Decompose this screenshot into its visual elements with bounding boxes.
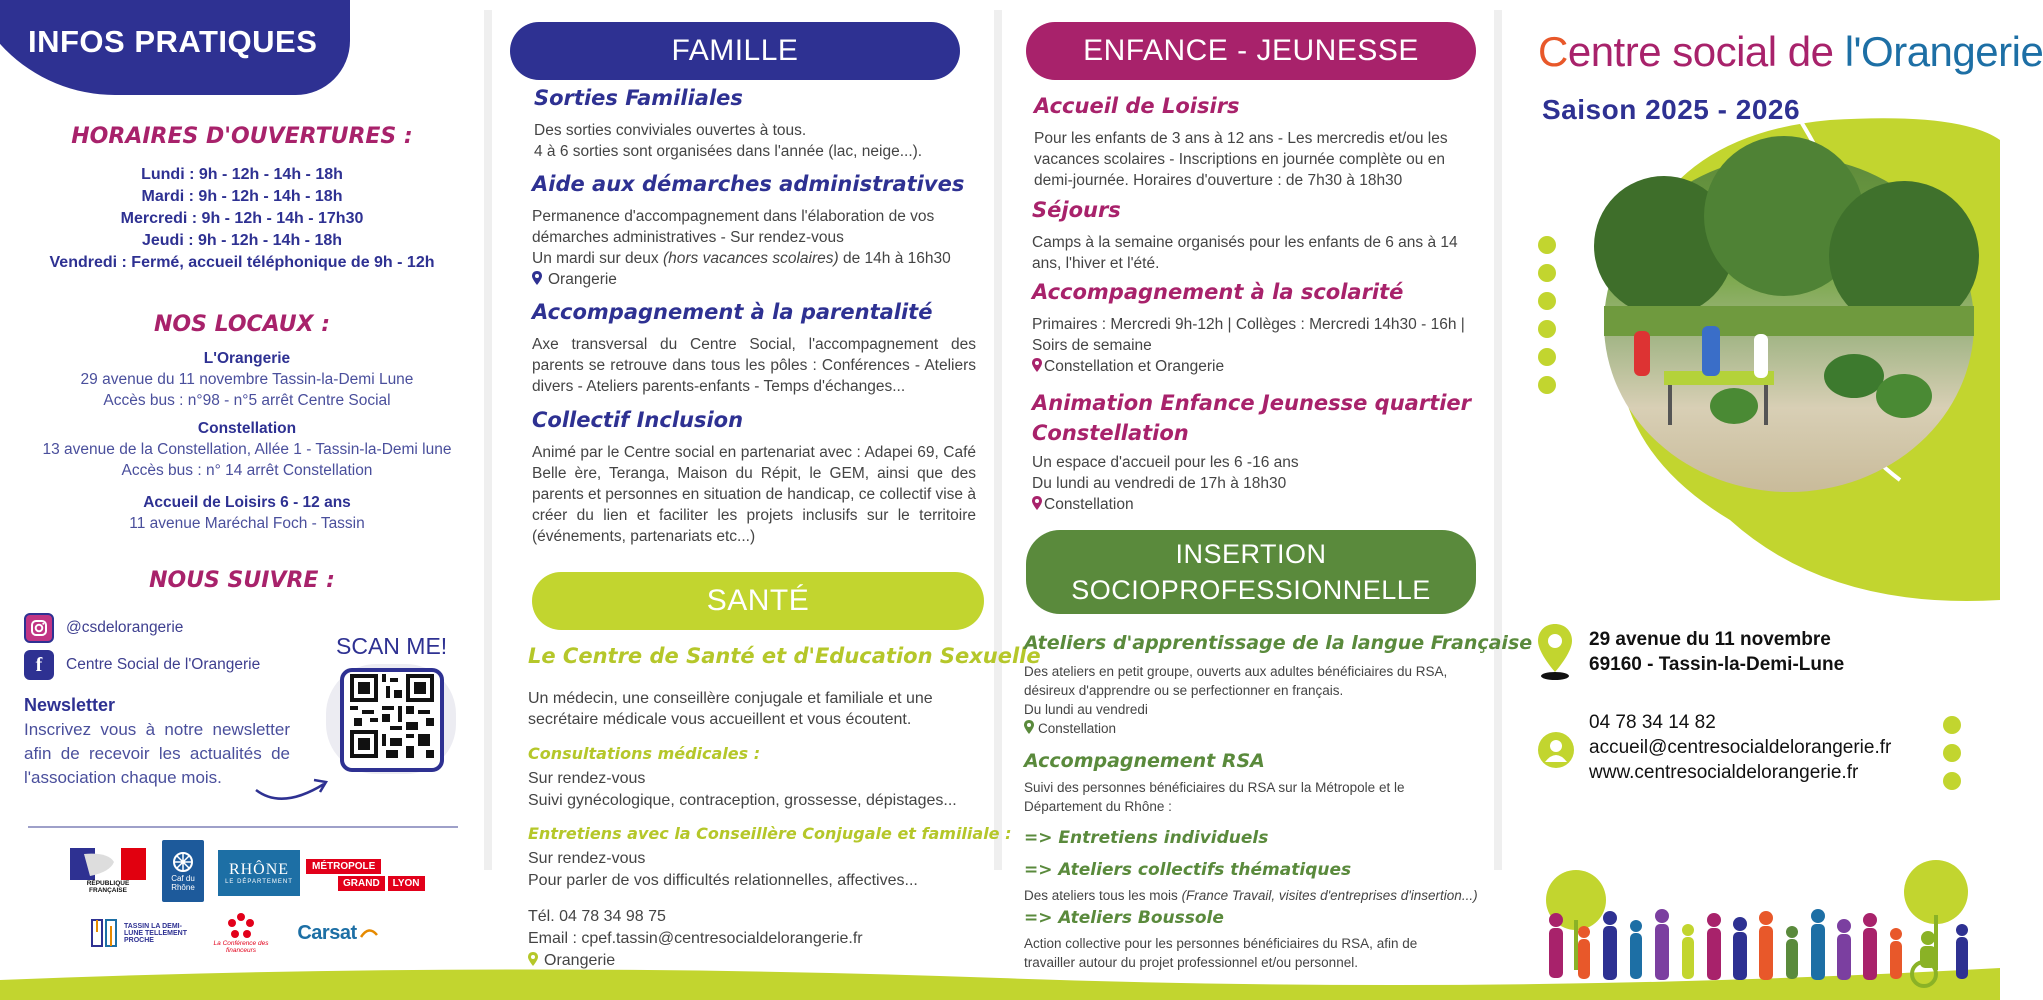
decorative-dots bbox=[1943, 716, 1961, 800]
sante-title: SANTÉ bbox=[532, 572, 984, 630]
user-contact-icon bbox=[1538, 732, 1574, 768]
conference-financeurs-logo: La Conférence des financeurs bbox=[212, 906, 270, 960]
animation-place: Constellation bbox=[1032, 494, 1299, 515]
infos-title: INFOS PRATIQUES bbox=[28, 24, 318, 59]
boussole-line: Action collective pour les personnes bénéficiaires du RSA, afin de bbox=[1024, 936, 1418, 951]
aide-line: démarches administratives - Sur rendez-vous bbox=[532, 229, 844, 246]
inclusion-text: Animé par le Centre social en partenariat avec : Adapei 69, Café Belle ère, Teranga, Maison du Répit, le GEM, ainsi que des parents et personnes en situation de handicap, ce collectif vise à créer du lien et faciliter les projets inclusifs sur le territoire (événements, partenariats etc...) bbox=[532, 444, 976, 545]
animation-line: Du lundi au vendredi de 17h à 18h30 bbox=[1032, 475, 1287, 492]
hours-list bbox=[0, 164, 484, 274]
centre-website[interactable]: www.centresocialdelorangerie.fr bbox=[1589, 762, 1859, 783]
inclusion-title: Collectif Inclusion bbox=[532, 408, 744, 432]
location-constellation bbox=[0, 418, 494, 481]
decorative-dots bbox=[1538, 236, 1556, 404]
langue-place: Constellation bbox=[1024, 719, 1447, 738]
qr-code[interactable] bbox=[350, 674, 434, 758]
hours-line: Mercredi : 9h - 12h - 14h - 17h30 bbox=[120, 210, 364, 227]
facebook-link[interactable] bbox=[24, 650, 260, 680]
tassin-logo: TASSIN LA DEMI-LUNE TELLEMENT PROCHE bbox=[88, 912, 198, 954]
langue-line: Des ateliers en petit groupe, ouverts aux adultes bénéficiaires du RSA, bbox=[1024, 664, 1448, 679]
famille-title: FAMILLE bbox=[510, 22, 960, 80]
parent-text: Axe transversal du Centre Social, l'accompagnement des parents se retrouve dans tous les pôles : Conférences - Ateliers divers - Ateliers parents-enfants - Temps d'échanges... bbox=[532, 336, 976, 395]
hours-line: Mardi : 9h - 12h - 14h - 18h bbox=[141, 188, 343, 205]
aide-place: Orangerie bbox=[532, 269, 951, 290]
location-pin-icon bbox=[1032, 496, 1042, 510]
rsa-title: Accompagnement RSA bbox=[1024, 750, 1265, 772]
location-orangerie bbox=[0, 348, 494, 411]
parent-title: Accompagnement à la parentalité bbox=[532, 300, 933, 324]
sante-email[interactable]: Email : cpef.tassin@centresocialdelorangerie.fr bbox=[528, 930, 863, 947]
centre-contact bbox=[1589, 710, 1891, 785]
centre-address: 29 avenue du 11 novembre 69160 - Tassin-la-Demi-Lune bbox=[1589, 629, 1845, 675]
location-line: 11 avenue Maréchal Foch - Tassin bbox=[129, 515, 365, 532]
scolarite-title: Accompagnement à la scolarité bbox=[1032, 280, 1404, 304]
rsa-line: Département du Rhône : bbox=[1024, 799, 1172, 814]
scolarite-line: Primaires : Mercredi 9h-12h | Collèges : Mercredi 14h30 - 16h | Soirs de semaine bbox=[1032, 316, 1465, 354]
location-line: Accès bus : n°98 - n°5 arrêt Centre Social bbox=[103, 392, 391, 409]
location-loisirs bbox=[0, 492, 494, 534]
location-name: L'Orangerie bbox=[203, 350, 291, 367]
scolarite-place: Constellation et Orangerie bbox=[1032, 356, 1472, 377]
animation-title: Animation Enfance Jeunesse quartier Constellation bbox=[1032, 391, 1472, 445]
location-line: 13 avenue de la Constellation, Allée 1 - Tassin-la-Demi lune bbox=[42, 441, 452, 458]
sorties-line: Des sorties conviviales ouvertes à tous. bbox=[534, 122, 807, 139]
instagram-icon bbox=[24, 613, 54, 643]
ateliers-text: Des ateliers tous les mois (France Travail, visites d'entreprises d'insertion...) bbox=[1024, 888, 1478, 903]
centre-sante-title: Le Centre de Santé et d'Education Sexuelle bbox=[528, 644, 1041, 668]
location-name: Constellation bbox=[197, 420, 297, 437]
sorties-line: 4 à 6 sorties sont organisées dans l'année (lac, neige...). bbox=[534, 143, 923, 160]
location-name: Accueil de Loisirs 6 - 12 ans bbox=[143, 494, 351, 511]
facebook-name: Centre Social de l'Orangerie bbox=[66, 656, 261, 673]
hours-line: Jeudi : 9h - 12h - 14h - 18h bbox=[141, 232, 343, 249]
consult-line: Sur rendez-vous bbox=[528, 770, 646, 787]
rsa-line: Suivi des personnes bénéficiaires du RSA sur la Métropole et le bbox=[1024, 780, 1405, 795]
location-line: Accès bus : n° 14 arrêt Constellation bbox=[121, 462, 373, 479]
people-illustration bbox=[1536, 860, 1986, 992]
instagram-link[interactable] bbox=[24, 613, 183, 643]
aide-schedule: Un mardi sur deux (hors vacances scolaires) de 14h à 16h30 bbox=[532, 250, 951, 267]
enfance-title: ENFANCE - JEUNESSE bbox=[1026, 22, 1476, 80]
metropole-lyon-logo: MÉTROPOLE GRAND LYON bbox=[306, 854, 424, 896]
entretien-line: Pour parler de vos difficultés relationnelles, affectives... bbox=[528, 872, 918, 889]
langue-text bbox=[1024, 662, 1447, 738]
centre-phone[interactable]: 04 78 34 14 82 bbox=[1589, 712, 1716, 733]
consult-text bbox=[528, 768, 957, 812]
entretiens-title: => Entretiens individuels bbox=[1024, 828, 1269, 848]
langue-line: désireux d'apprendre ou se perfectionner en français. bbox=[1024, 683, 1344, 698]
photo-children-park bbox=[1604, 156, 1974, 492]
caf-logo: Caf du Rhône bbox=[162, 840, 204, 902]
location-pin-icon bbox=[1032, 358, 1042, 372]
sorties-text bbox=[534, 120, 922, 162]
animation-line: Un espace d'accueil pour les 6 -16 ans bbox=[1032, 454, 1299, 471]
location-pin-icon bbox=[532, 271, 542, 285]
facebook-icon: f bbox=[24, 650, 54, 680]
location-pin-icon bbox=[1538, 624, 1572, 680]
sante-phone[interactable]: Tél. 04 78 34 98 75 bbox=[528, 908, 666, 925]
sejours-text: Camps à la semaine organisés pour les enfants de 6 ans à 14 ans, l'hiver et l'été. bbox=[1032, 234, 1458, 272]
scolarite-text bbox=[1032, 314, 1472, 377]
newsletter-title: Newsletter bbox=[24, 695, 116, 715]
newsletter-text: Inscrivez vous à notre newsletter afin de recevoir les actualités de l'association chaque mois. bbox=[24, 720, 290, 787]
sejours-title: Séjours bbox=[1032, 198, 1121, 222]
aide-line: Permanence d'accompagnement dans l'élaboration de vos bbox=[532, 208, 935, 225]
hours-line: Vendredi : Fermé, accueil téléphonique de 9h - 12h bbox=[49, 254, 435, 271]
loisirs-text: Pour les enfants de 3 ans à 12 ans - Les mercredis et/ou les vacances scolaires - Inscriptions en journée complète ou en demi-journée. Horaires d'ouverture : de 7h30 à 18h30 bbox=[1034, 130, 1448, 189]
ateliers-title: => Ateliers collectifs thématiques bbox=[1024, 860, 1352, 880]
instagram-handle: @csdelorangerie bbox=[66, 619, 184, 636]
entretien-title: Entretiens avec la Conseillère Conjugale et familiale : bbox=[528, 824, 1012, 843]
sante-place: Orangerie bbox=[528, 950, 863, 972]
boussole-text bbox=[1024, 934, 1417, 972]
republique-francaise-logo: RÉPUBLIQUE FRANÇAISE bbox=[68, 846, 148, 896]
suivre-title: NOUS SUIVRE : bbox=[149, 568, 335, 593]
sorties-title: Sorties Familiales bbox=[534, 86, 743, 110]
rsa-text bbox=[1024, 778, 1404, 816]
boussole-line: travailler autour du projet professionnel et/ou personnel. bbox=[1024, 955, 1358, 970]
consult-line: Suivi gynécologique, contraception, grossesse, dépistages... bbox=[528, 792, 957, 809]
animation-text bbox=[1032, 452, 1299, 515]
location-pin-icon bbox=[528, 952, 538, 966]
langue-line: Du lundi au vendredi bbox=[1024, 702, 1148, 717]
hours-line: Lundi : 9h - 12h - 14h - 18h bbox=[141, 166, 343, 183]
location-line: 29 avenue du 11 novembre Tassin-la-Demi Lune bbox=[80, 371, 414, 388]
rhone-logo: RHÔNE LE DÉPARTEMENT bbox=[218, 850, 300, 896]
aide-text bbox=[532, 206, 951, 290]
hours-title: HORAIRES D'OUVERTURES : bbox=[71, 124, 413, 149]
aide-title: Aide aux démarches administratives bbox=[532, 172, 965, 196]
curved-arrow-icon bbox=[252, 770, 332, 806]
centre-email[interactable]: accueil@centresocialdelorangerie.fr bbox=[1589, 737, 1892, 758]
centre-sante-text: Un médecin, une conseillère conjugale et familiale et une secrétaire médicale vous accueillent et vous écoutent. bbox=[528, 690, 933, 728]
boussole-title: => Ateliers Boussole bbox=[1024, 908, 1224, 928]
entretien-line: Sur rendez-vous bbox=[528, 850, 646, 867]
divider bbox=[28, 826, 458, 828]
entretien-text bbox=[528, 848, 918, 892]
location-pin-icon bbox=[1024, 720, 1034, 734]
season-title: Saison 2025 - 2026 bbox=[1542, 94, 1801, 125]
locaux-title: NOS LOCAUX : bbox=[153, 312, 331, 337]
langue-title: Ateliers d'apprentissage de la langue Française bbox=[1024, 632, 1533, 654]
sante-contact bbox=[528, 906, 863, 972]
carsat-logo: Carsat bbox=[292, 918, 384, 948]
insertion-title: INSERTION SOCIOPROFESSIONNELLE bbox=[1026, 530, 1476, 614]
loisirs-title: Accueil de Loisirs bbox=[1034, 94, 1240, 118]
column-separator bbox=[994, 10, 1002, 870]
centre-logo-title: Centre social de l'Orangerie bbox=[1538, 28, 2043, 75]
scan-label: SCAN ME! bbox=[336, 633, 448, 659]
consult-title: Consultations médicales : bbox=[528, 744, 761, 763]
